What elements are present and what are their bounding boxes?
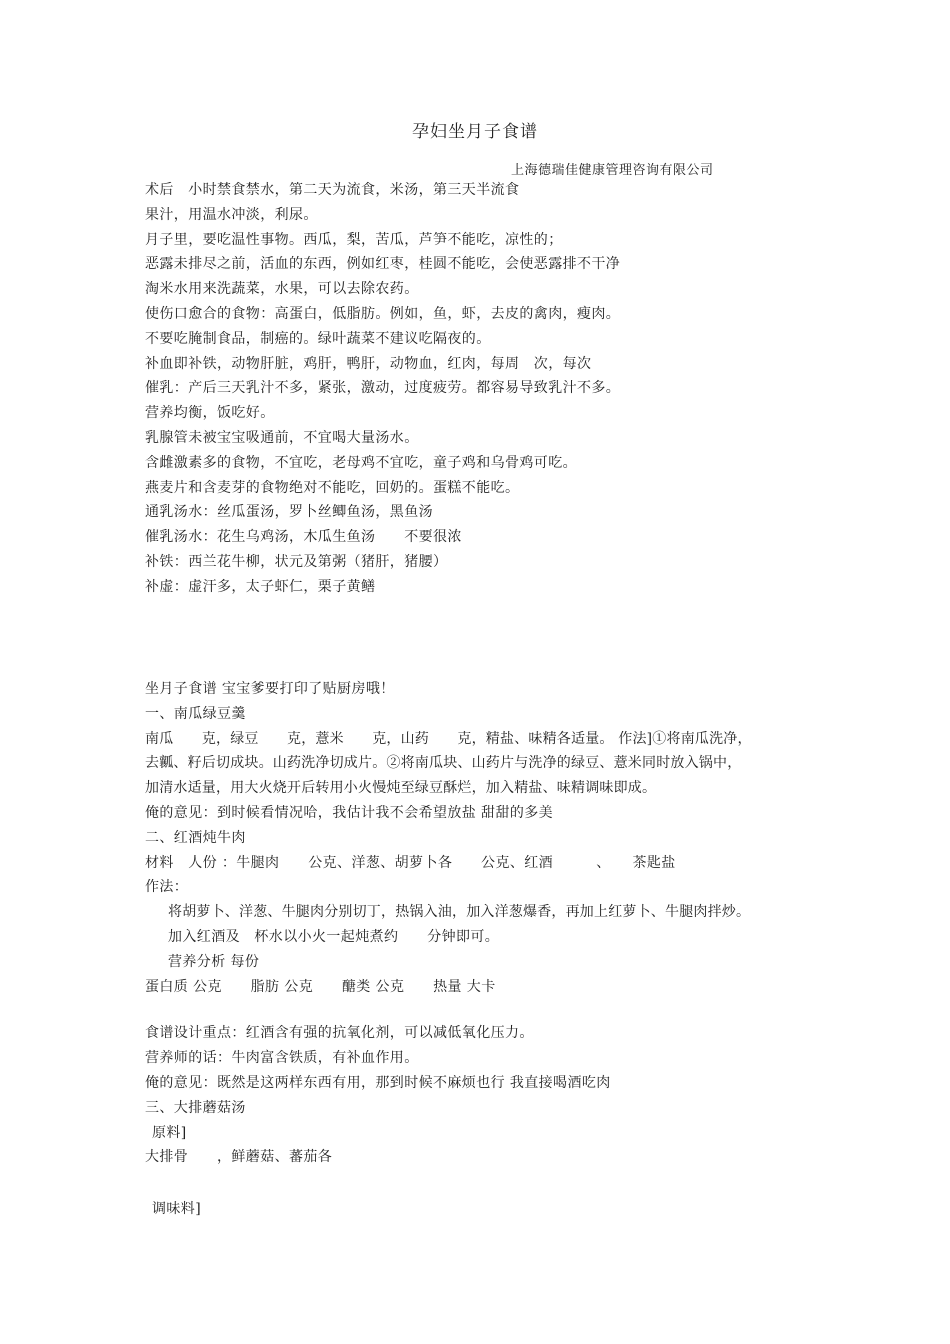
raw-ingredients: 大排骨 ，鲜蘑菇、蕃茄各 [145, 1149, 333, 1166]
recipes-section [145, 677, 825, 1222]
recipe-line: 俺的意见：既然是这两样东西有用，那到时候不麻烦也行 我直接喝酒吃肉 [145, 1074, 611, 1091]
note-line: 使伤口愈合的食物：高蛋白，低脂肪。例如，鱼，虾，去皮的禽肉，瘦肉。 [145, 305, 621, 322]
note-line: 补血即补铁，动物肝脏，鸡肝，鸭肝，动物血，红肉，每周 次，每次 [145, 355, 592, 372]
note-line: 术后 小时禁食禁水，第二天为流食，米汤，第三天半流食 [145, 182, 520, 198]
note-line: 补铁：西兰花牛柳，状元及第粥（猪肝，猪腰） [145, 553, 448, 570]
note-line: 含雌激素多的食物，不宜吃，老母鸡不宜吃，童子鸡和乌骨鸡可吃。 [145, 454, 577, 471]
note-line: 补虚：虚汗多，太子虾仁，栗子黄鳝 [145, 578, 376, 595]
recipe-title: 一、南瓜绿豆羹 [145, 705, 246, 722]
page-title: 孕妇坐月子食谱 [412, 122, 538, 142]
recipe-line: 营养师的话：牛肉富含铁质，有补血作用。 [145, 1050, 419, 1067]
recipe-line: 材料 人份 ：牛腿肉 公克、洋葱、胡萝卜各 公克、红酒 、 茶匙盐 [145, 854, 676, 871]
note-line: 月子里，要吃温性事物。西瓜，梨，苦瓜，芦笋不能吃，凉性的； [145, 231, 563, 248]
note-line: 燕麦片和含麦芽的食物绝对不能吃，回奶的。蛋糕不能吃。 [145, 479, 520, 496]
note-line: 果汁，用温水冲淡，利尿。 [145, 206, 318, 223]
recipe-line: 去瓤、籽后切成块。山药洗净切成片。②将南瓜块、山药片与洗净的绿豆、薏米同时放入锅中， [145, 755, 742, 772]
company-name: 上海德瑞佳健康管理咨询有限公司 [511, 163, 714, 178]
recipe-line: 俺的意见：到时候看情况哈，我估计我不会希望放盐 甜甜的多美 [145, 804, 554, 821]
notes-section [145, 178, 825, 600]
note-line: 催乳汤水：花生乌鸡汤，木瓜生鱼汤 不要很浓 [145, 529, 462, 546]
recipe-line: 食谱设计重点：红酒含有强的抗氧化剂，可以减低氧化压力。 [145, 1025, 534, 1042]
note-line: 淘米水用来洗蔬菜，水果，可以去除农药。 [145, 281, 419, 298]
note-line: 恶露未排尽之前，活血的东西，例如红枣，桂圆不能吃，会使恶露排不干净 [145, 256, 621, 273]
recipe-line: 将胡萝卜、洋葱、牛腿肉分别切丁，热锅入油，加入洋葱爆香，再加上红萝卜、牛腿肉拌炒。 [168, 904, 751, 921]
recipes-heading: 坐月子食谱 宝宝爹要打印了贴厨房哦！ [145, 681, 395, 697]
note-line: 通乳汤水：丝瓜蛋汤，罗卜丝鲫鱼汤，黑鱼汤 [145, 504, 433, 521]
seasoning-label: 调味料] [152, 1201, 202, 1218]
recipe-line: 营养分析 每份 [168, 953, 260, 970]
recipe-line: 加入红酒及 杯水以小火一起炖煮约 分钟即可。 [168, 928, 500, 945]
recipe-line: 作法： [145, 879, 189, 896]
note-line: 乳腺管未被宝宝吸通前，不宜喝大量汤水。 [145, 429, 419, 446]
raw-label: 原料] [152, 1124, 187, 1141]
recipe-line: 加清水适量，用大火烧开后转用小火慢炖至绿豆酥烂，加入精盐、味精调味即成。 [145, 780, 657, 797]
recipe-title: 三、大排蘑菇汤 [145, 1099, 246, 1116]
recipe-title: 二、红酒炖牛肉 [145, 829, 246, 846]
note-line: 催乳：产后三天乳汁不多，紧张，激动，过度疲劳。都容易导致乳汁不多。 [145, 380, 621, 397]
note-line: 不要吃腌制食品，制癌的。绿叶蔬菜不建议吃隔夜的。 [145, 330, 491, 347]
recipe-line: 南瓜 克，绿豆 克，薏米 克，山药 克，精盐、味精各适量。 作法]①将南瓜洗净， [145, 730, 752, 747]
note-line: 营养均衡，饭吃好。 [145, 405, 275, 422]
nutrition-line: 蛋白质 公克 脂肪 公克 醣类 公克 热量 大卡 [145, 978, 496, 995]
